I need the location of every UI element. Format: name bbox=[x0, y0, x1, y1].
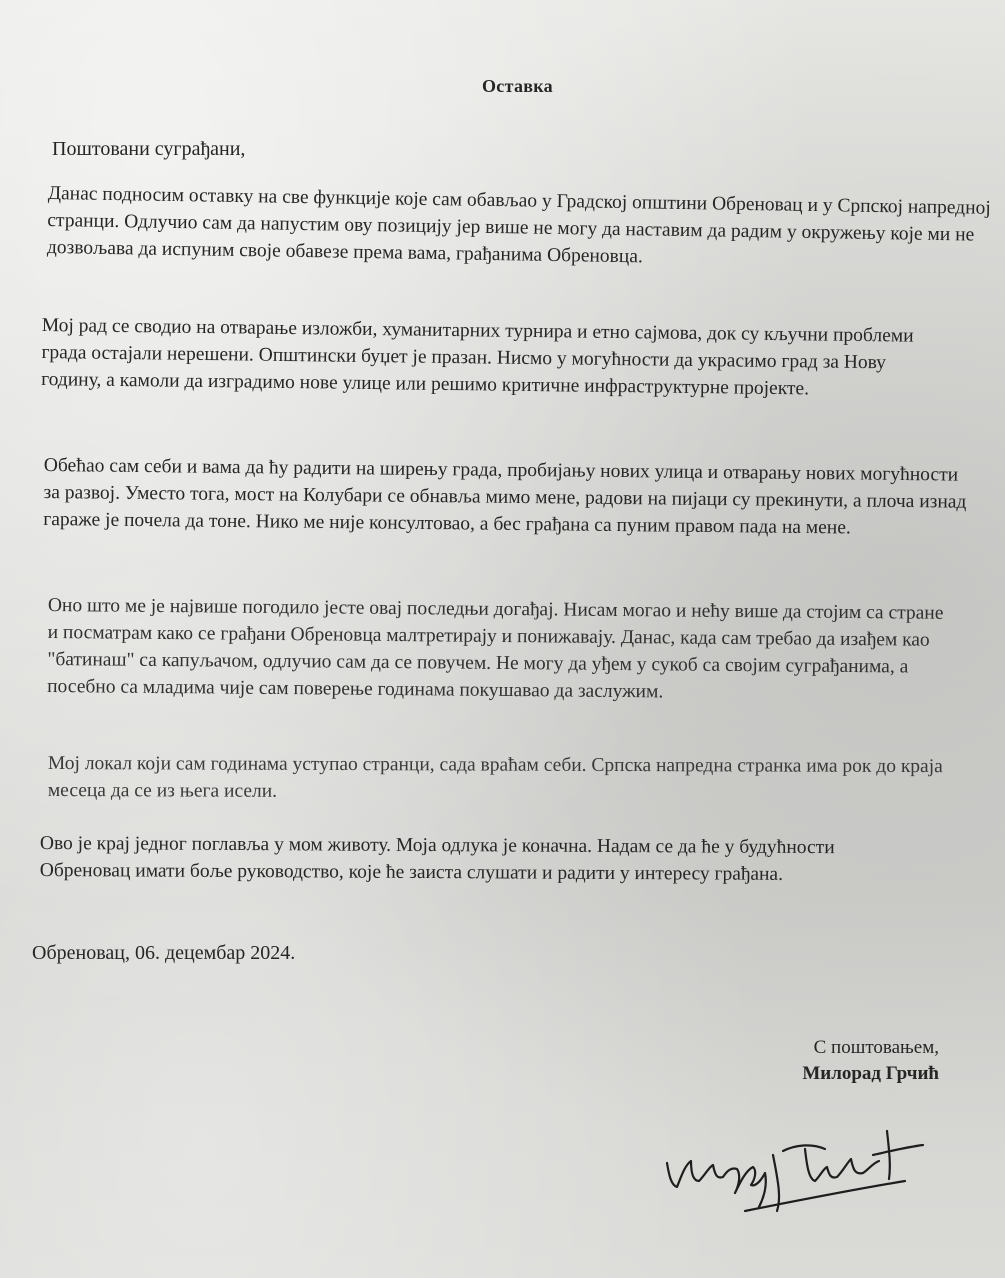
closing-phrase: С поштовањем, bbox=[813, 1037, 939, 1058]
document-title: Оставка bbox=[482, 76, 553, 96]
paragraph-work: Мој рад се сводио на отварање изложби, хуманитарних турнира и етно сајмова, док су кључни проблеми града остајали нерешени. Општински буџет је празан. Нисмо у могућности да украсимо град за Нову годину, а камоли да изградимо нове улице или решимо критичне инфраструктурне пројекте. bbox=[41, 314, 914, 400]
signer-name: Милорад Грчић bbox=[802, 1063, 939, 1084]
paragraph-conclusion: Ово је крај једног поглавља у мом животу. Моја одлука је коначна. Надам се да ће у будућности Обреновац имати боље руководство, које ће заиста слушати и радити у интересу грађана. bbox=[39, 832, 835, 885]
salutation: Поштовани суграђани, bbox=[52, 138, 246, 160]
paragraph-premises: Мој локал који сам годинама уступао странци, сада враћам себи. Српска напредна странка има рок до краја месеца да се из њега исели. bbox=[47, 753, 943, 802]
handwritten-signature-icon bbox=[655, 1115, 935, 1225]
paragraph-resignation: Данас подносим оставку на све функције које сам обављао у Градској општини Обреновац и у Српској напредној странци. Одлучио сам да напустим ову позицију јер више не могу да наставим да радим у окружењу које ми не дозвољава да испуним своје обавезе према вама, грађанима Обреновца. bbox=[46, 182, 991, 268]
paragraph-last-event: Оно што ме је највише погодило јесте овај последњи догађај. Нисам могао и нећу више да стојим са стране и посматрам како се грађани Обреновца малтретирају и понижавају. Данас, када сам требао да изађем као "батинаш" са капуљачом, одлучио сам да се повучем. Не могу да уђем у сукоб са својим суграђанима, а посебно са младима чије сам поверење годинама покушавао да заслужим. bbox=[47, 594, 944, 703]
paragraph-promises: Обећао сам себи и вама да ћу радити на ширењу града, пробијању нових улица и отварању нових могућности за развој. Уместо тога, мост на Колубари се обнавља мимо мене, радови на пијаци су прекинути, а плоча изнад гараже је почела да тоне. Нико ме није консултовао, а бес грађана са пуним правом пада на мене. bbox=[43, 454, 967, 539]
place-date: Обреновац, 06. децембар 2024. bbox=[32, 942, 296, 964]
